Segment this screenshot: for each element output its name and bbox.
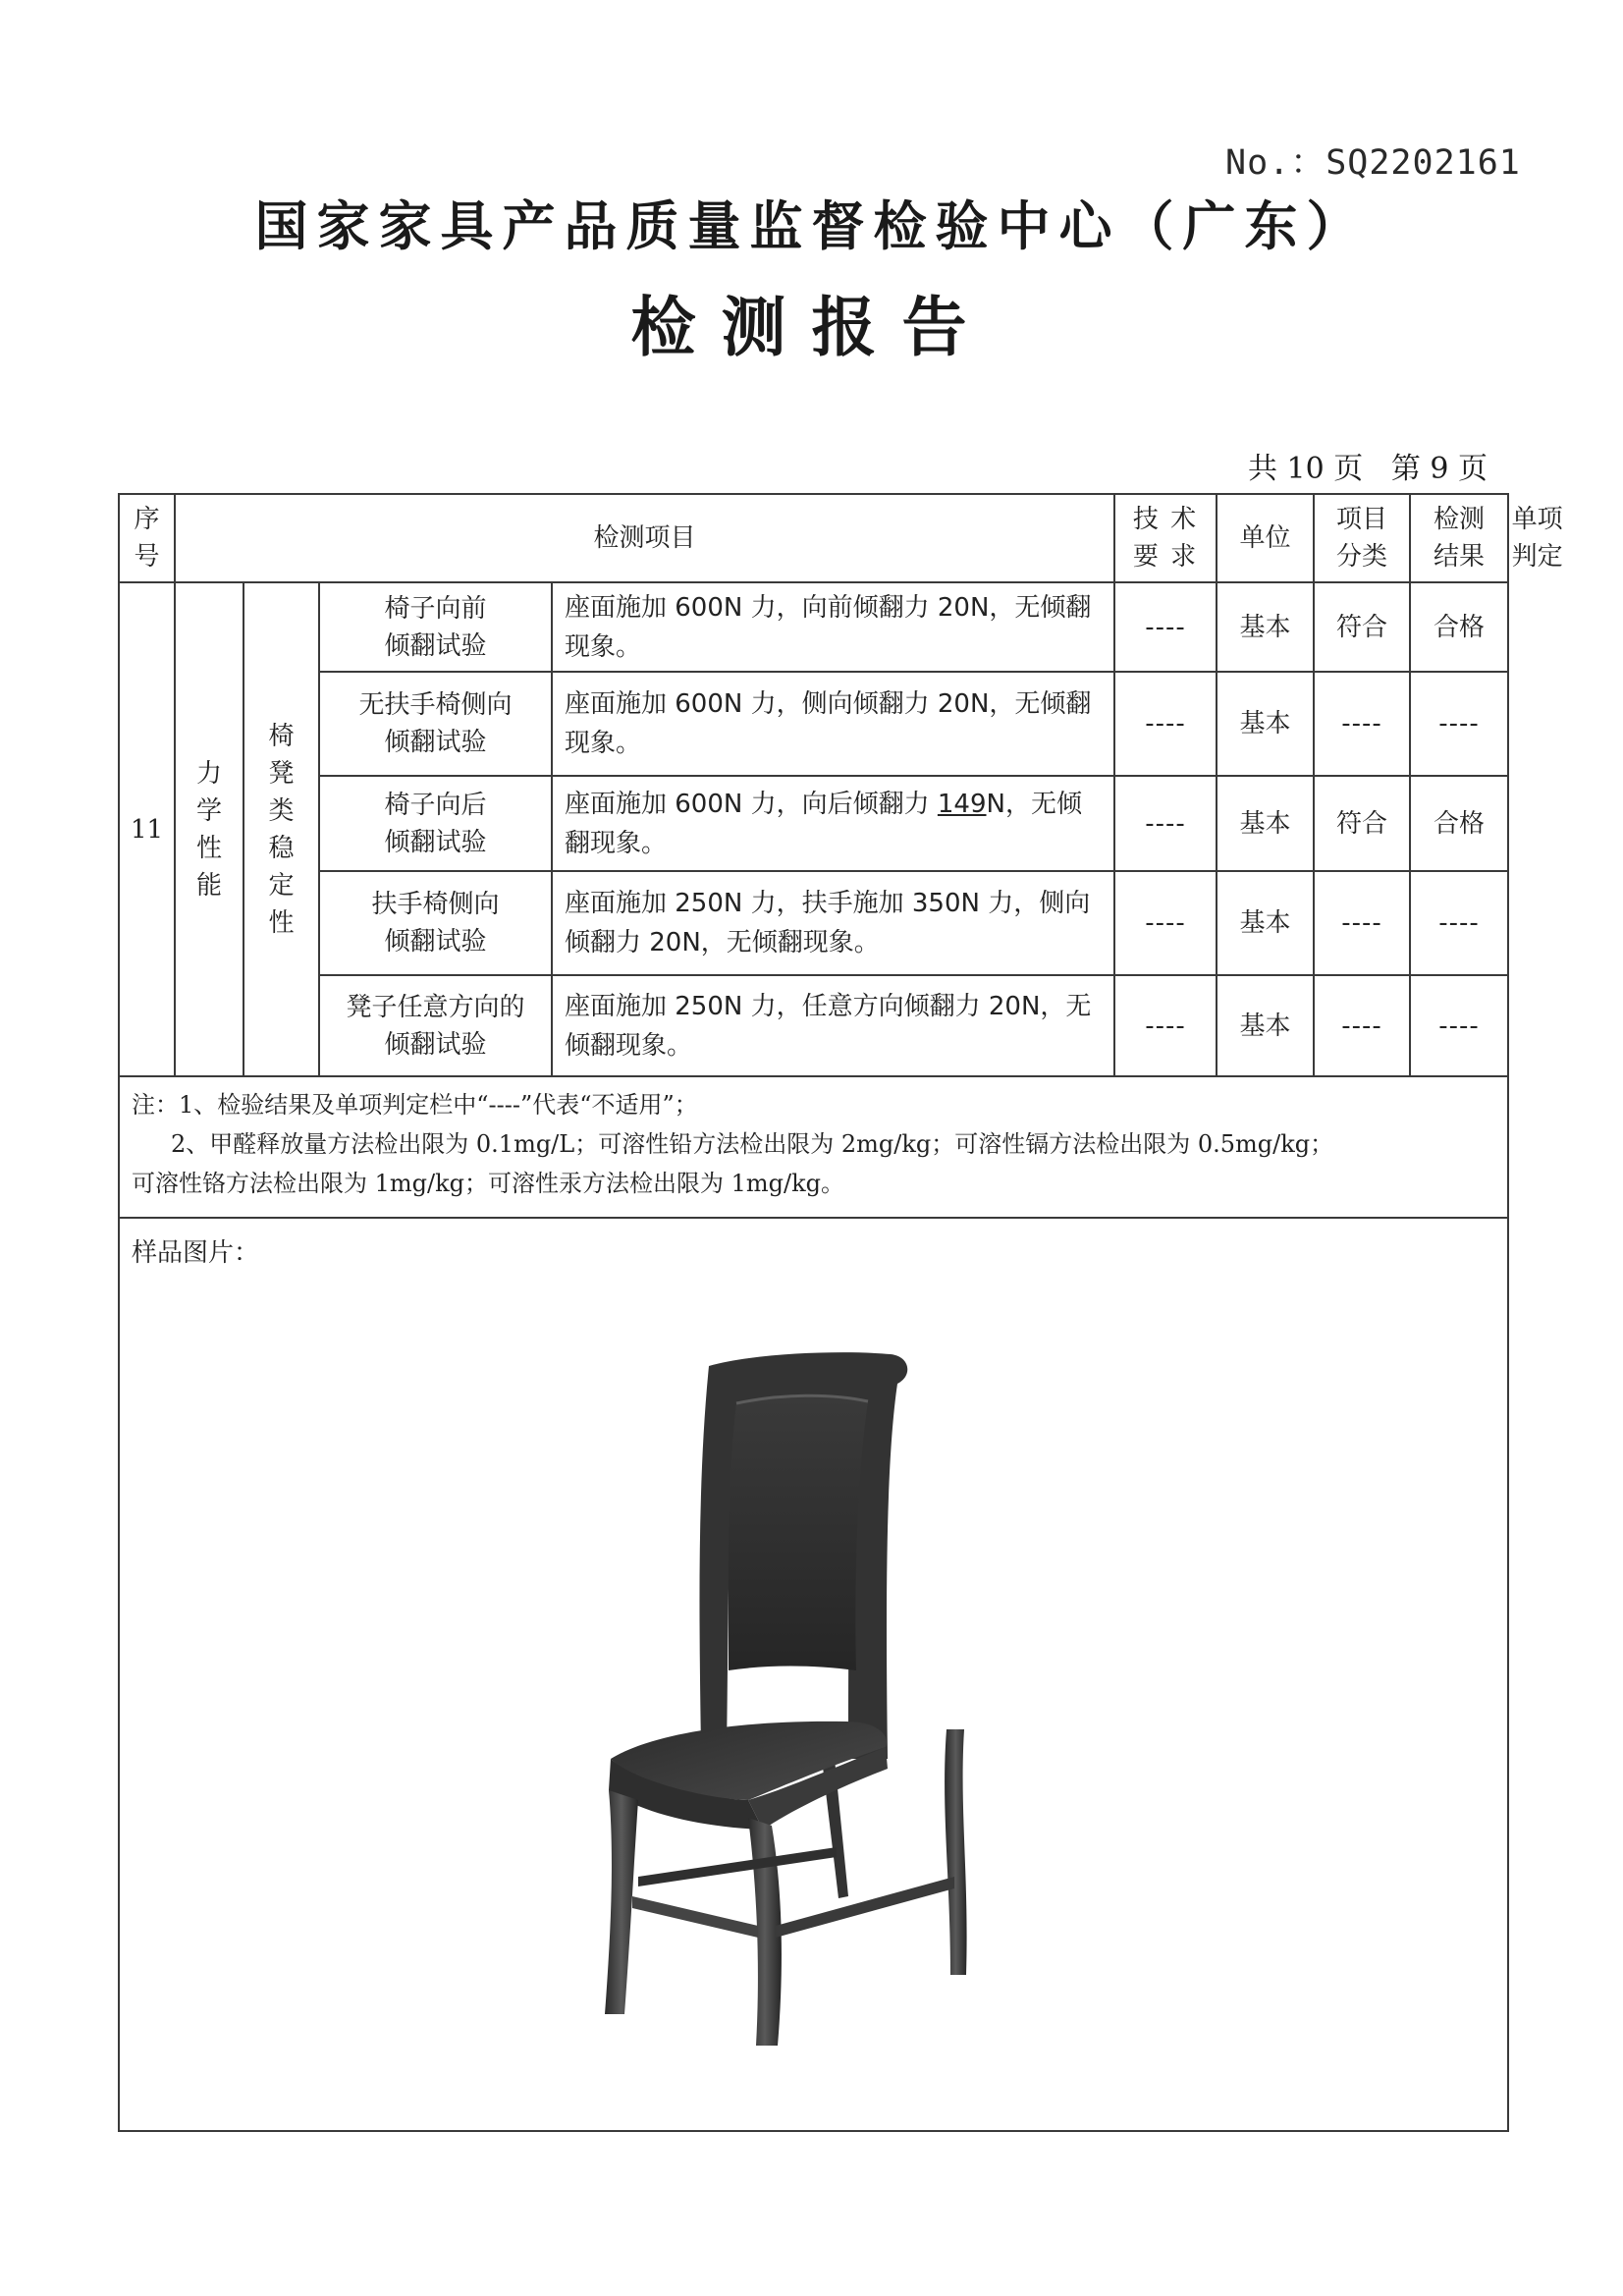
chair-photo [591, 1346, 1023, 2053]
photo-label: 样品图片： [132, 1238, 260, 1268]
test-results-table [118, 493, 1563, 1077]
note-line-1: 注：1、检验结果及单项判定栏中“----”代表“不适用”； [132, 1091, 698, 1119]
header-seq: 序号 [119, 494, 175, 582]
document-title: 检测报告 [630, 289, 993, 365]
note-line-3: 可溶性铬方法检出限为 1mg/kg；可溶性汞方法检出限为 1mg/kg。 [132, 1170, 845, 1197]
verdict-cell: ---- [1410, 975, 1508, 1076]
requirement-cell: 座面施加 600N 力，向前倾翻力 20N，无倾翻现象。 [552, 582, 1114, 672]
table-row [119, 975, 1508, 1076]
verdict-cell: ---- [1410, 672, 1508, 776]
report-number: No.：SQ2202161 [1225, 143, 1521, 183]
requirement-cell: 座面施加 600N 力，侧向倾翻力 20N，无倾翻现象。 [552, 672, 1114, 776]
category-cell: 基本 [1217, 672, 1314, 776]
category-cell: 基本 [1217, 975, 1314, 1076]
verdict-cell: 合格 [1410, 582, 1508, 672]
table-row [119, 776, 1508, 871]
header-category: 项目分类 [1314, 494, 1410, 582]
unit-cell: ---- [1114, 975, 1217, 1076]
item-cell: 凳子任意方向的 倾翻试验 [319, 975, 552, 1076]
unit-cell: ---- [1114, 776, 1217, 871]
page-info [1129, 444, 1488, 487]
header-result: 检测结果 [1410, 494, 1508, 582]
unit-cell: ---- [1114, 582, 1217, 672]
header-requirement: 技 术 要 求 [1114, 494, 1217, 582]
result-cell: ---- [1314, 672, 1410, 776]
unit-cell: ---- [1114, 871, 1217, 975]
item-cell: 椅子向后 倾翻试验 [319, 776, 552, 871]
result-cell: 符合 [1314, 776, 1410, 871]
table-row [119, 871, 1508, 975]
page-info-text: 共 10 页 第 9 页 [1247, 452, 1488, 486]
category-cell: 基本 [1217, 582, 1314, 672]
measured-value: 149 [937, 789, 987, 819]
group-stability: 椅凳类稳定性 [243, 582, 319, 1076]
seq-cell: 11 [119, 582, 175, 1076]
result-cell: ---- [1314, 871, 1410, 975]
category-cell: 基本 [1217, 776, 1314, 871]
item-cell: 无扶手椅侧向 倾翻试验 [319, 672, 552, 776]
requirement-cell: 座面施加 250N 力，任意方向倾翻力 20N，无倾翻现象。 [552, 975, 1114, 1076]
header-unit: 单位 [1217, 494, 1314, 582]
table-row [119, 672, 1508, 776]
group-mechanical: 力学性能 [175, 582, 243, 1076]
unit-cell: ---- [1114, 672, 1217, 776]
category-cell: 基本 [1217, 871, 1314, 975]
organization-title: 国家家具产品质量监督检验中心（广东） [254, 194, 1369, 257]
result-cell: ---- [1314, 975, 1410, 1076]
notes-section [118, 1077, 1509, 1217]
table-row [119, 582, 1508, 672]
verdict-cell: 合格 [1410, 776, 1508, 871]
sample-photo-section [118, 1217, 1509, 2132]
requirement-cell: 座面施加 600N 力，向后倾翻力 149N，无倾翻现象。 [552, 776, 1114, 871]
requirement-cell: 座面施加 250N 力，扶手施加 350N 力，侧向倾翻力 20N，无倾翻现象。 [552, 871, 1114, 975]
header-item: 检测项目 [175, 494, 1114, 582]
item-cell: 扶手椅侧向 倾翻试验 [319, 871, 552, 975]
header-row: 序号 检测项目 技 术 要 求 单位 项目分类 检测结果 单项判定 [119, 494, 1508, 582]
note-line-2: 2、甲醛释放量方法检出限为 0.1mg/L；可溶性铅方法检出限为 2mg/kg；可溶性镉方法检出限为 0.5mg/kg； [171, 1130, 1334, 1158]
verdict-cell: ---- [1410, 871, 1508, 975]
result-cell: 符合 [1314, 582, 1410, 672]
item-cell: 椅子向前 倾翻试验 [319, 582, 552, 672]
